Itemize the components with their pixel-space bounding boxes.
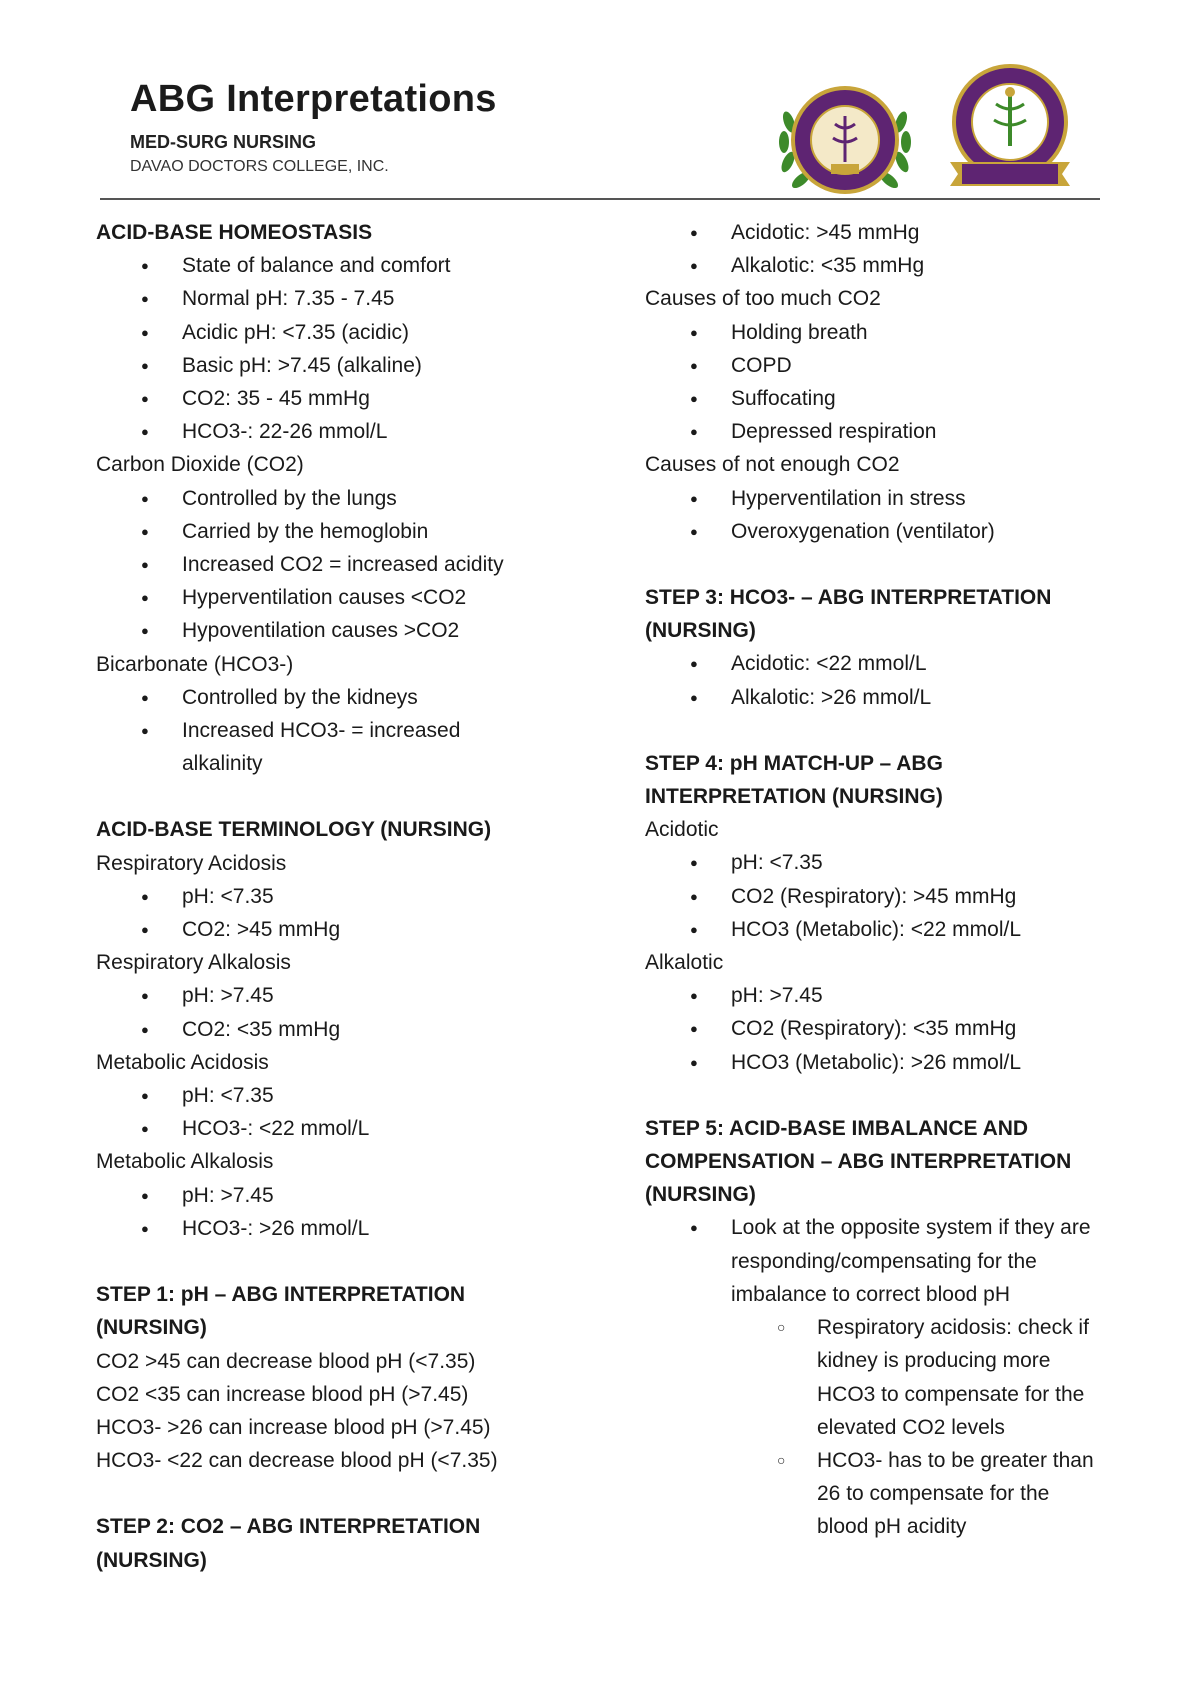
step1-line: CO2 <35 can increase blood pH (>7.45) xyxy=(96,1382,469,1406)
institution-name: DAVAO DOCTORS COLLEGE, INC. xyxy=(130,158,389,175)
met-acidosis-label: Metabolic Acidosis xyxy=(96,1050,269,1074)
section-heading-step2: STEP 2: CO2 – ABG INTERPRETATION (NURSING) xyxy=(96,1515,481,1572)
homeostasis-list xyxy=(96,249,616,448)
list-item: ● Holding breath xyxy=(645,316,1125,349)
list-item: ● Alkalotic: >26 mmol/L xyxy=(645,681,1125,714)
step1-line: HCO3- >26 can increase blood pH (>7.45) xyxy=(96,1415,491,1439)
list-item: ● CO2: >45 mmHg xyxy=(96,913,616,946)
list-item: ● Acidotic: >45 mmHg xyxy=(645,216,1125,249)
document-title: ABG Interpretations xyxy=(130,78,497,120)
not-enough-co2-label: Causes of not enough CO2 xyxy=(645,453,900,477)
section-heading-step5: STEP 5: ACID-BASE IMBALANCE AND COMPENSATION – ABG INTERPRETATION (NURSING) xyxy=(645,1116,1072,1207)
step1-line: HCO3- <22 can decrease blood pH (<7.35) xyxy=(96,1449,498,1473)
list-item: ● CO2: 35 - 45 mmHg xyxy=(96,382,616,415)
list-item: ● Hyperventilation in stress xyxy=(645,482,1125,515)
resp-alkalosis-label: Respiratory Alkalosis xyxy=(96,951,291,975)
list-item: ● pH: >7.45 xyxy=(96,1179,616,1212)
section-heading-step1: STEP 1: pH – ABG INTERPRETATION (NURSING) xyxy=(96,1283,466,1340)
list-item: ● Increased HCO3- = increased alkalinity xyxy=(96,714,616,780)
list-item: ● pH: >7.45 xyxy=(645,979,1125,1012)
left-column xyxy=(96,216,616,1577)
section-heading-step4: STEP 4: pH MATCH-UP – ABG INTERPRETATION (NURSING) xyxy=(645,751,943,809)
header-divider xyxy=(100,198,1100,200)
list-item: ● Acidic pH: <7.35 (acidic) xyxy=(96,316,616,349)
section-heading-step3: STEP 3: HCO3- – ABG INTERPRETATION (NURSING) xyxy=(645,586,1052,643)
list-item: ● CO2 (Respiratory): <35 mmHg xyxy=(645,1012,1125,1045)
section-heading-terminology: ACID-BASE TERMINOLOGY (NURSING) xyxy=(96,818,492,842)
resp-acidosis-label: Respiratory Acidosis xyxy=(96,851,287,875)
too-much-co2-label: Causes of too much CO2 xyxy=(645,287,881,311)
list-item: ● Acidotic: <22 mmol/L xyxy=(645,647,1125,680)
list-item: ● Carried by the hemoglobin xyxy=(96,515,616,548)
document-subtitle: MED-SURG NURSING xyxy=(130,132,317,152)
met-alkalosis-list xyxy=(96,1179,616,1245)
list-item: ● HCO3 (Metabolic): <22 mmol/L xyxy=(645,913,1125,946)
list-item: ● pH: <7.35 xyxy=(96,880,616,913)
list-item: ● HCO3-: 22-26 mmol/L xyxy=(96,415,616,448)
too-much-co2-list xyxy=(645,316,1125,449)
met-alkalosis-label: Metabolic Alkalosis xyxy=(96,1150,274,1174)
alkalotic-list xyxy=(645,979,1125,1079)
acidotic-label: Acidotic xyxy=(645,818,719,842)
resp-alkalosis-list xyxy=(96,979,616,1045)
list-item: ● Increased CO2 = increased acidity xyxy=(96,548,616,581)
bs-nursing-logo xyxy=(940,62,1080,192)
list-item: ● CO2 (Respiratory): >45 mmHg xyxy=(645,880,1125,913)
list-item: ● Normal pH: 7.35 - 7.45 xyxy=(96,282,616,315)
list-item: ● Suffocating xyxy=(645,382,1125,415)
list-item: ● Controlled by the lungs xyxy=(96,482,616,515)
sub-list-item: ○ HCO3- has to be greater than 26 to compensate for the blood pH acidity xyxy=(645,1444,1125,1544)
acidotic-list xyxy=(645,846,1125,946)
step3-list xyxy=(645,647,1125,713)
step5-list xyxy=(645,1211,1125,1543)
section-heading-homeostasis: ACID-BASE HOMEOSTASIS xyxy=(96,221,373,244)
co2-list xyxy=(96,482,616,648)
list-item: ● pH: <7.35 xyxy=(645,846,1125,879)
alkalotic-label: Alkalotic xyxy=(645,951,724,975)
co2-label: Carbon Dioxide (CO2) xyxy=(96,453,304,477)
list-item: ● CO2: <35 mmHg xyxy=(96,1013,616,1046)
list-item: ● pH: >7.45 xyxy=(96,979,616,1012)
list-item: ● Basic pH: >7.45 (alkaline) xyxy=(96,349,616,382)
resp-acidosis-list xyxy=(96,880,616,946)
list-item: ● Controlled by the kidneys xyxy=(96,681,616,714)
list-item: ● Hyperventilation causes <CO2 xyxy=(96,581,616,614)
step1-line: CO2 >45 can decrease blood pH (<7.35) xyxy=(96,1349,476,1373)
met-acidosis-list xyxy=(96,1079,616,1145)
not-enough-co2-list xyxy=(645,482,1125,548)
list-item: ● pH: <7.35 xyxy=(96,1079,616,1112)
list-item: ● Alkalotic: <35 mmHg xyxy=(645,249,1125,282)
step2-list xyxy=(645,216,1125,282)
list-item: ● Depressed respiration xyxy=(645,415,1125,448)
list-item: ● Hypoventilation causes >CO2 xyxy=(96,614,616,647)
college-seal-logo xyxy=(775,82,915,202)
hco3-label: Bicarbonate (HCO3-) xyxy=(96,652,294,676)
list-item: ● COPD xyxy=(645,349,1125,382)
right-column xyxy=(645,216,1125,1544)
sub-list-item: ○ Respiratory acidosis: check if kidney is producing more HCO3 to compensate for the elevated CO2 levels xyxy=(645,1311,1125,1444)
list-item: ● Overoxygenation (ventilator) xyxy=(645,515,1125,548)
list-item: ● State of balance and comfort xyxy=(96,249,616,282)
hco3-list xyxy=(96,681,616,781)
list-item: ● HCO3-: <22 mmol/L xyxy=(96,1112,616,1145)
list-item: ● HCO3 (Metabolic): >26 mmol/L xyxy=(645,1046,1125,1079)
list-item: ● Look at the opposite system if they are responding/compensating for the imbalance to correct blood pH xyxy=(645,1211,1125,1311)
list-item: ● HCO3-: >26 mmol/L xyxy=(96,1212,616,1245)
